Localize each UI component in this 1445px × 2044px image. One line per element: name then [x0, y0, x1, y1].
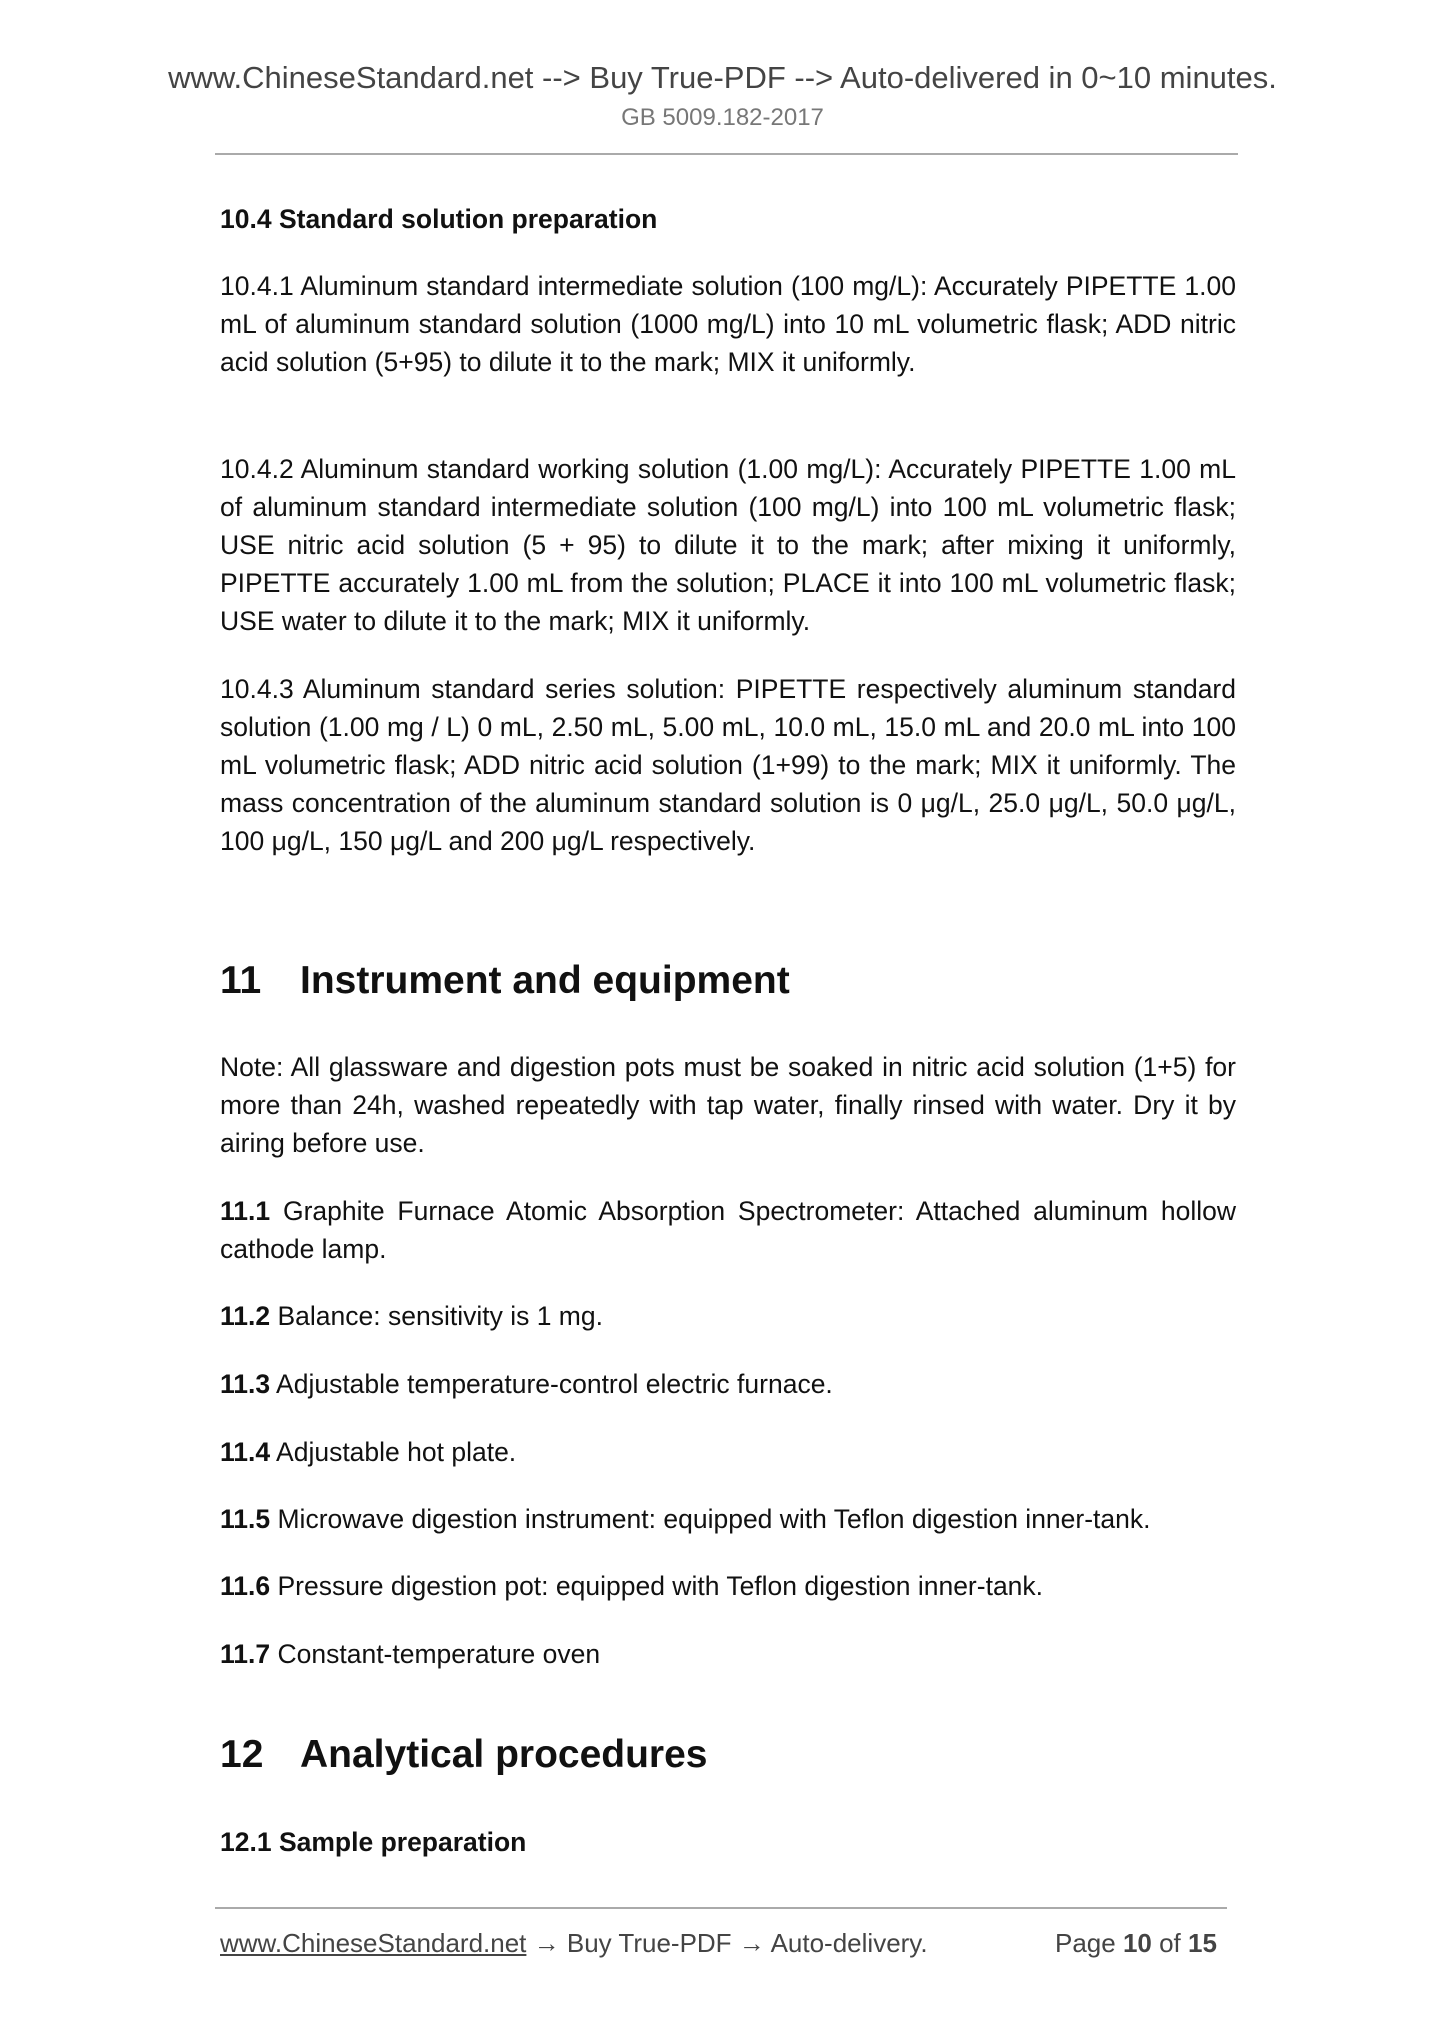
- item-text: Graphite Furnace Atomic Absorption Spectrometer: Attached aluminum hollow cathode lamp.: [220, 1196, 1236, 1264]
- item-number: 11.5: [220, 1504, 271, 1534]
- paragraph-10-4-1: 10.4.1 Aluminum standard intermediate solution (100 mg/L): Accurately PIPETTE 1.00 mL of aluminum standard solution (1000 mg/L) into 10 mL volumetric flask; ADD nitric acid solution (5+95) to dilute it to the mark; MIX it uniformly.: [220, 271, 1236, 377]
- list-item-11-2: [220, 1297, 1236, 1335]
- section-heading-12: [220, 1731, 707, 1779]
- item-number: 11.1: [220, 1196, 271, 1226]
- paragraph-10-4-3: 10.4.3 Aluminum standard series solution: PIPETTE respectively aluminum standard solution (1.00 mg / L) 0 mL, 2.50 mL, 5.00 mL, 10.0 mL, 15.0 mL and 20.0 mL into 100 mL volumetric flask; ADD nitric acid solution (1+99) to the mark; MIX it uniformly. The mass concentration of the aluminum standard solution is 0 μg/L, 25.0 μg/L, 50.0 μg/L, 100 μg/L, 150 μg/L and 200 μg/L respectively.: [220, 674, 1236, 856]
- footer-divider: [215, 1907, 1227, 1909]
- item-text: Balance: sensitivity is 1 mg.: [270, 1301, 603, 1331]
- document-id: GB 5009.182-2017: [621, 104, 824, 131]
- note-paragraph: Note: All glassware and digestion pots must be soaked in nitric acid solution (1+5) for more than 24h, washed repeatedly with tap water, finally rinsed with water. Dry it by airing before use.: [220, 1052, 1236, 1158]
- section-number: 11: [220, 959, 262, 1002]
- list-item-11-3: [220, 1365, 1236, 1403]
- list-item-11-1: [220, 1192, 1236, 1268]
- item-text: Pressure digestion pot: equipped with Teflon digestion inner-tank.: [270, 1571, 1044, 1601]
- header-banner: www.ChineseStandard.net --> Buy True-PDF --> Auto-delivered in 0~10 minutes.: [168, 60, 1277, 95]
- item-number: 11.6: [220, 1571, 271, 1601]
- subsection-heading-12-1: 12.1 Sample preparation: [220, 1827, 527, 1857]
- page-total: 15: [1188, 1928, 1217, 1958]
- of-label: of: [1151, 1928, 1189, 1958]
- paragraph-10-4-2: 10.4.2 Aluminum standard working solution (1.00 mg/L): Accurately PIPETTE 1.00 mL of aluminum standard intermediate solution (100 mg/L) into 100 mL volumetric flask; USE nitric acid solution (5 + 95) to dilute it to the mark; after mixing it uniformly, PIPETTE accurately 1.00 mL from the solution; PLACE it into 100 mL volumetric flask; USE water to dilute it to the mark; MIX it uniformly.: [220, 454, 1236, 636]
- section-title: Analytical procedures: [300, 1733, 708, 1776]
- list-item-11-5: [220, 1500, 1236, 1538]
- footer-site-link[interactable]: www.ChineseStandard.net: [220, 1928, 527, 1958]
- section-title: Instrument and equipment: [300, 959, 790, 1002]
- list-item-11-6: [220, 1567, 1236, 1605]
- item-number: 11.4: [220, 1437, 271, 1467]
- item-text: Microwave digestion instrument: equipped with Teflon digestion inner-tank.: [270, 1504, 1151, 1534]
- page-number: 10: [1122, 1928, 1152, 1958]
- item-number: 11.2: [220, 1301, 271, 1331]
- item-number: 11.3: [220, 1369, 271, 1399]
- item-number: 11.7: [220, 1639, 271, 1669]
- item-text: Adjustable temperature-control electric furnace.: [270, 1369, 833, 1399]
- section-number: 12: [220, 1733, 264, 1776]
- page-indicator: [1055, 1928, 1217, 1959]
- footer-left: [220, 1928, 928, 1959]
- section-heading-10-4: 10.4 Standard solution preparation: [220, 204, 658, 234]
- list-item-11-7: [220, 1635, 1236, 1673]
- item-text: Constant-temperature oven: [270, 1639, 601, 1669]
- header-divider: [215, 153, 1238, 155]
- page-label: Page: [1055, 1928, 1123, 1958]
- item-text: Adjustable hot plate.: [270, 1437, 517, 1467]
- list-item-11-4: [220, 1433, 1236, 1471]
- footer-text: → Buy True-PDF → Auto-delivery.: [526, 1928, 928, 1958]
- section-heading-11: [220, 957, 790, 1005]
